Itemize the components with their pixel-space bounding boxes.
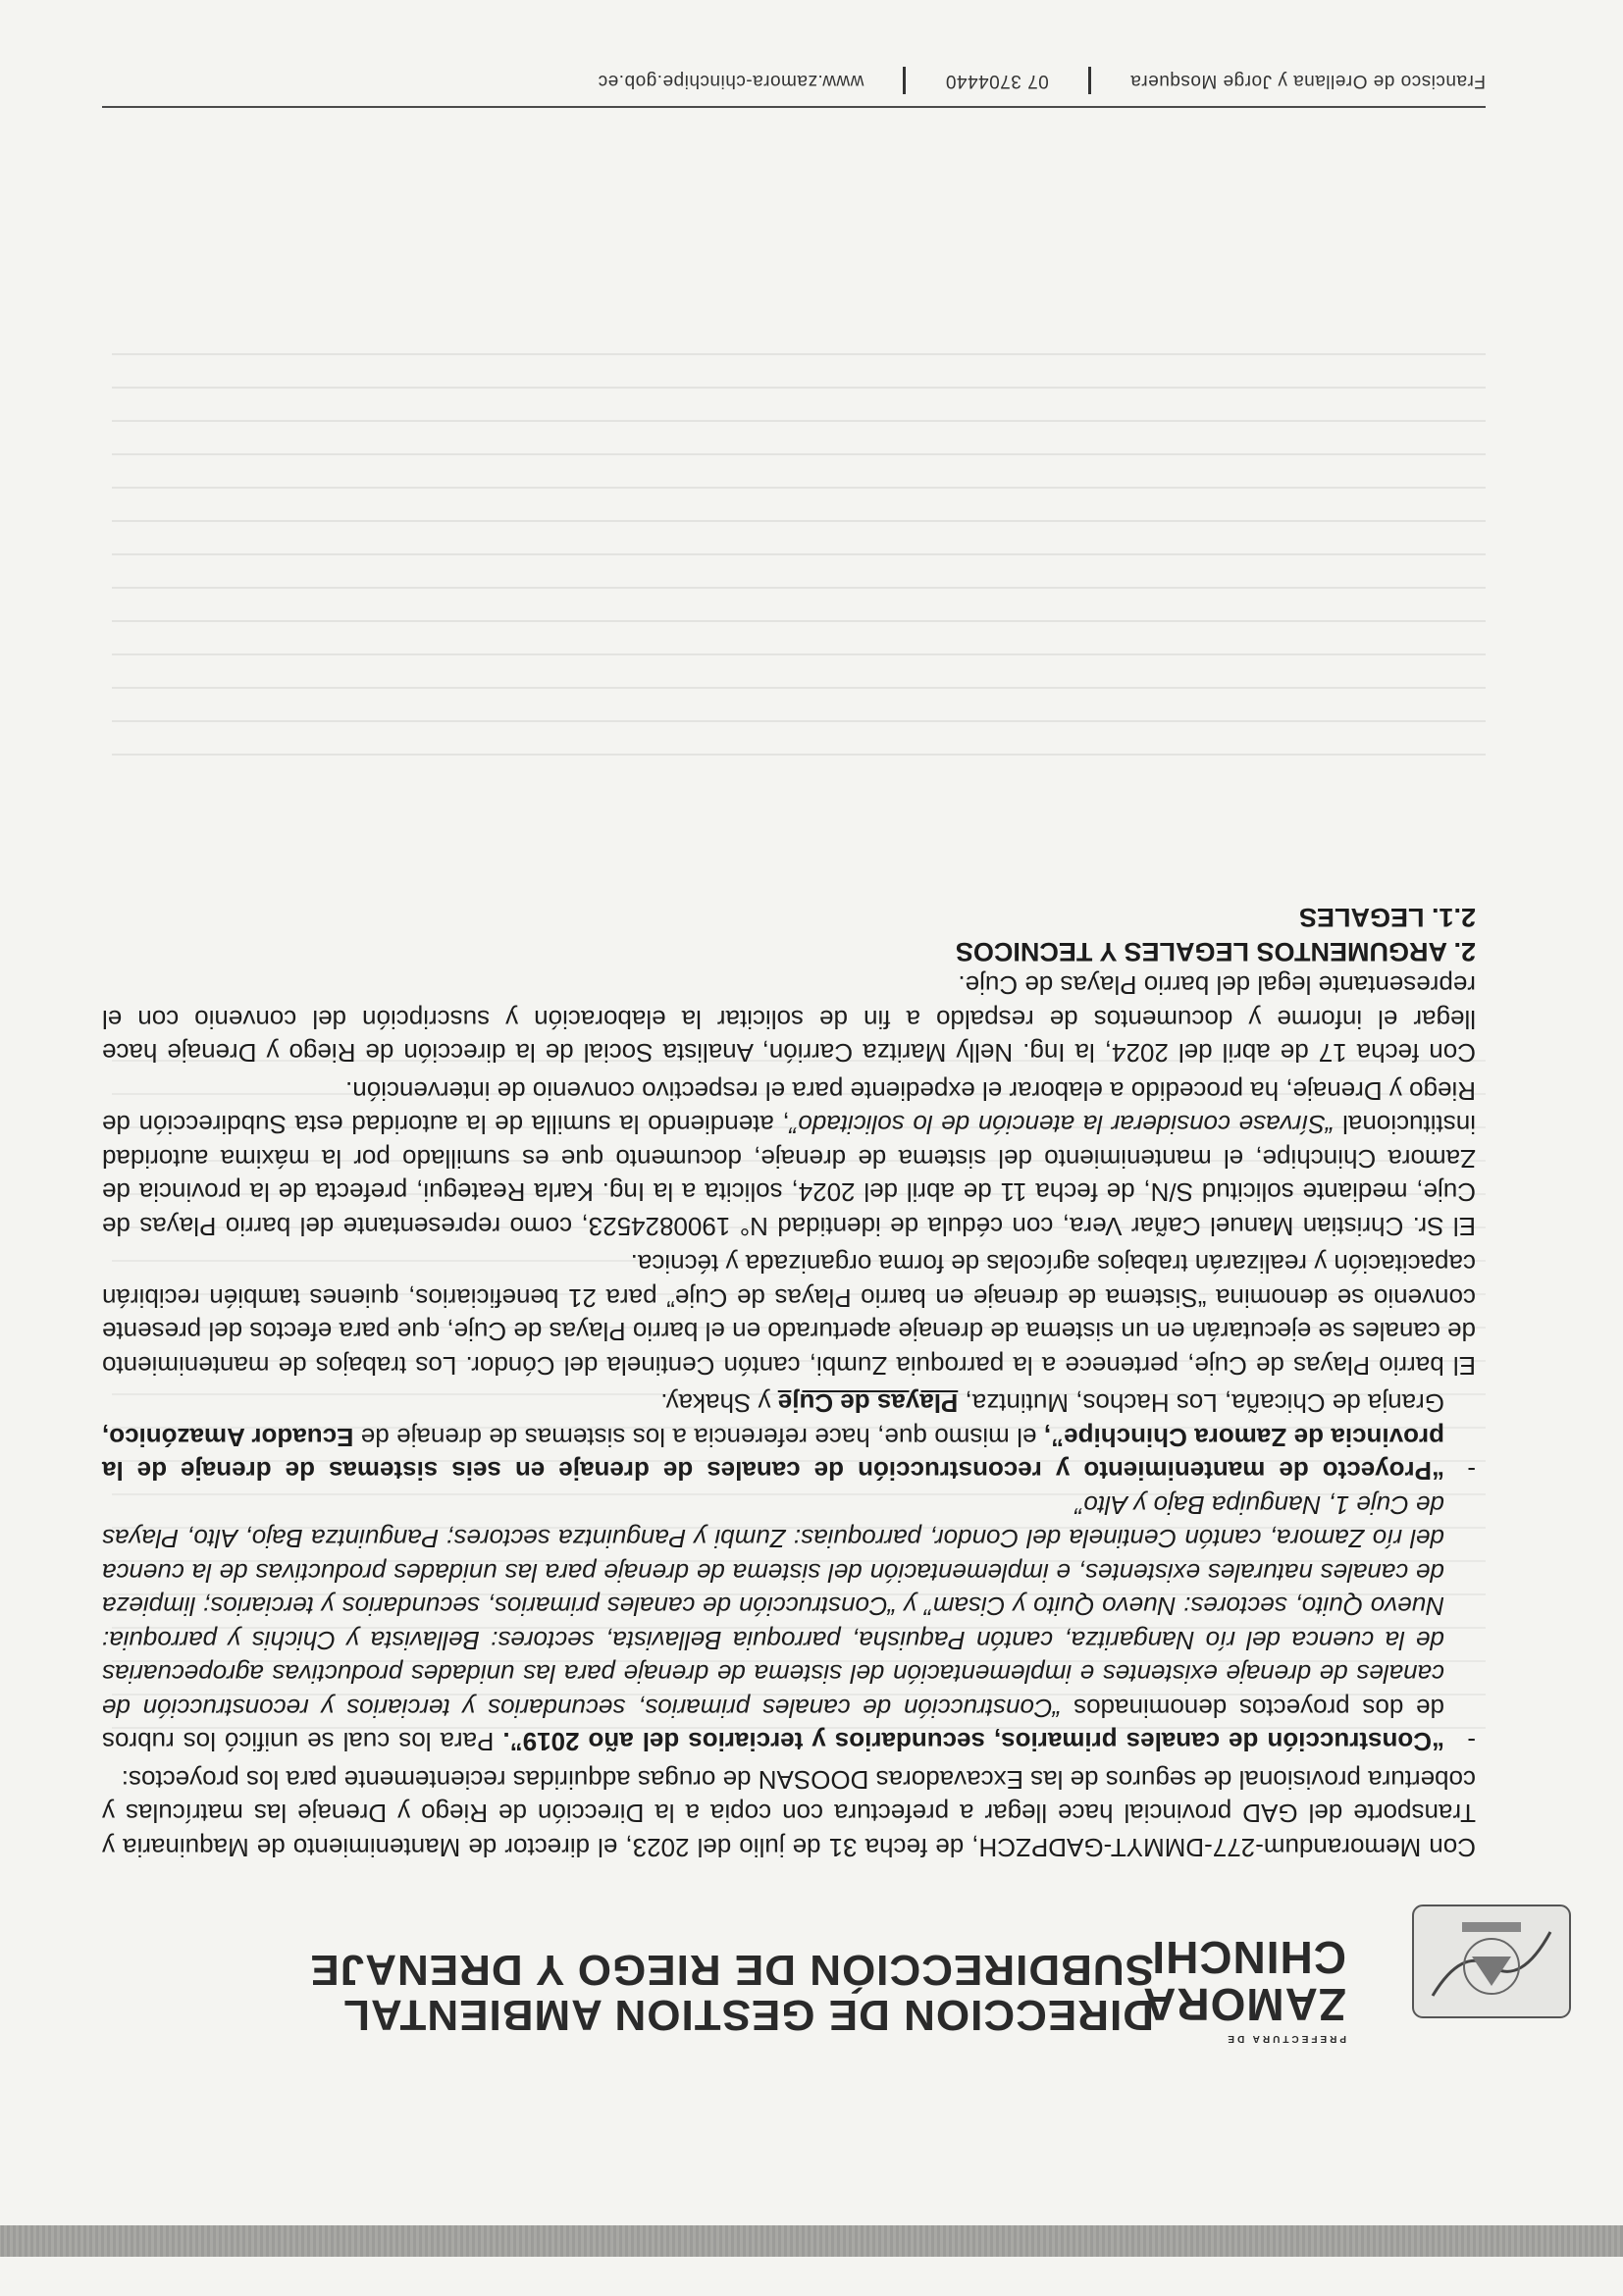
footer: [102, 67, 1486, 94]
document-body: [102, 901, 1476, 1864]
brand-chinchi: CHINCHI: [1151, 1932, 1346, 1983]
solicitud-italic: “Sírvase considerar la atención de lo solicitado”: [789, 1110, 1335, 1140]
brand-zamora: ZAMORA: [1142, 1979, 1346, 2030]
footer-separator: [1088, 67, 1091, 94]
bullet-2-text-2: Granja de Chicaña, Los Hachos, Mutintza,: [958, 1388, 1444, 1419]
footer-divider: [102, 106, 1486, 108]
footer-address: Francisco de Orellana y Jorge Mosquera: [1129, 71, 1486, 91]
footer-website: www.zamora-chinchipe.gob.ec: [598, 71, 864, 91]
bullet-1-italic: “Construcción de canales primarios, secundarios y terciarios y reconstrucción de canales de drenaje existentes e implementación del sistema de drenaje para las unidades productivas agropecuarias de la cuenca del río Nangaritza, cantón Paquisha, parroquia Bellavista, sectores: Bellavista y Chichis y parroquia: Nuevo Quito, sectores: Nuevo Quito y Cisam” y “Construcción de canales primarios, secundarios y terciarios; limpieza de canales naturales existentes, e implementación del sistema de drenaje para las unidades productivas de la cuenca del río Zamora, cantón Centinela del Condor, parroquias: Zumbi y Panguintza sectores; Panguintza Bajo, Alto, Playas de Cuje 1, Nanguipa Bajo y Alto”: [102, 1490, 1444, 1723]
footer-separator: [903, 67, 906, 94]
department-heading: [75, 1947, 1154, 2037]
bullet-item: - “Construcción de canales primarios, secundarios y terciarios del año 2019”. Para los cual se unificó los rubros de dos proyectos denominados “Construcción de canales primarios, secundarios y terciarios y reconstrucción de canales de drenaje existentes e implementación del sistema de drenaje para las unidades productivas agropecuarias de la cuenca del río Nangaritza, cantón Paquisha, parroquia Bellavista, sectores: Bellavista y Chichis y parroquia: Nuevo Quito, sectores: Nuevo Quito y Cisam” y “Construcción de canales primarios, secundarios y terciarios; limpieza de canales naturales existentes, e implementación del sistema de drenaje para las unidades productivas de la cuenca del río Zamora, cantón Centinela del Condor, parroquias: Zumbi y Panguintza sectores; Panguintza Bajo, Alto, Playas de Cuje 1, Nanguipa Bajo y Alto”: [102, 1488, 1476, 1759]
dept-line-2: SUBDIRECCIÓN DE RIEGO Y DRENAJE: [309, 1945, 1154, 1994]
bullet-2: [102, 1386, 1444, 1488]
section-heading-2-1: 2.1. LEGALES: [1298, 903, 1476, 933]
solicitud-text-2: , atendiendo la sumilla de la autoridad esta Subdirección de Riego y Drenaje, ha procedido a elaborar el expediente para el respectivo convenio de intervención.: [101, 1076, 1476, 1140]
prefectura-label: PREFECTURA DE: [1225, 2033, 1346, 2044]
bullet-2-bold-2: Ecuador Amazónico,: [101, 1423, 354, 1452]
bullet-2-text: el mismo que, hace referencia a los sistemas de drenaje de: [353, 1423, 1044, 1452]
bullet-2-bold: “Proyecto de mantenimiento y reconstrucción de canales de drenaje en seis sistemas de drenaje de la provincia de Zamora Chinchipe”,: [102, 1423, 1444, 1487]
bullet-1-text: Para los cual se unificó los rubros de dos proyectos denominados: [102, 1694, 1444, 1757]
bullet-2-underlined: Playas de Cuje: [777, 1388, 959, 1419]
paragraph-memorandum: Con Memorandum-277-DMMYT-GADPZCH, de fecha 31 de julio del 2023, el director de Mantenimiento de Maquinaria y Transporte del GAD provincial hace llegar a prefectura con copia a la Dirección de Riego y Drenaje las matrículas y cobertura provisional de seguros de las Excavadoras DOOSAN de orugas adquiridas recientemente para los proyectos:: [102, 1765, 1476, 1862]
scan-edge-band: [0, 2225, 1623, 2257]
paragraph-playas-de-cuje: El barrio Playas de Cuje, pertenece a la parroquia Zumbi, cantón Centinela del Cóndor. Los trabajos de mantenimiento de canales se ejecutarán en un sistema de drenaje aperturado en el barrio Playas de Cuje, que para efectos del presente convenio se denomina “Sistema de drenaje en barrio Playas de Cuje” para 21 beneficiarios, quienes también recibirán capacitación y realizarán trabajos agrícolas de forma organizada y técnica.: [102, 1249, 1476, 1381]
footer-phone: 07 3704440: [945, 71, 1049, 91]
prefectura-logo: [1405, 1898, 1580, 2025]
bullet-1: [102, 1488, 1444, 1759]
dept-line-1: DIRECCION DE GESTION AMBIENTAL: [342, 1991, 1154, 2039]
brand-block: [1142, 1932, 1346, 2044]
solicitud-text: El Sr. Christian Manuel Cañar Vera, con cédula de identidad N° 1900824523, como representante del barrio Playas de Cuje, mediante solicitud S/N, de fecha 11 de abril del 2024, solicita a la Ing. Karla Reategui, prefecta de la provincia de Zamora Chinchipe, el mantenimiento del sistema de drenaje, documento que es sumillado por la máxima autoridad institucional: [102, 1110, 1476, 1241]
bullet-2-text-3: y Shakay.: [660, 1388, 778, 1419]
bleed-through-texture: [112, 353, 1486, 765]
bullet-item: - “Proyecto de mantenimiento y reconstrucción de canales de drenaje en seis sistemas de drenaje de la provincia de Zamora Chinchipe”, el mismo que, hace referencia a los sistemas de drenaje de Ecuador Amazónico, Granja de Chicaña, Los Hachos, Mutintza, Playas de Cuje y Shakay.: [102, 1386, 1476, 1488]
section-heading-2: 2. ARGUMENTOS LEGALES Y TECNICOS: [955, 937, 1476, 966]
paragraph-solicitud: [102, 1074, 1476, 1244]
bullet-1-bold: “Construcción de canales primarios, secundarios y terciarios del año 2019”.: [502, 1727, 1444, 1757]
paragraph-informe: Con fecha 17 de abril del 2024, la Ing. Nelly Maritza Carrión, Analista Social de la dirección de Riego y Drenaje hace llegar el informe y documentos de respaldo a fin de solicitar la elaboración y suscripción del convenio con el representante legal del barrio Playas de Cuje.: [102, 970, 1476, 1069]
